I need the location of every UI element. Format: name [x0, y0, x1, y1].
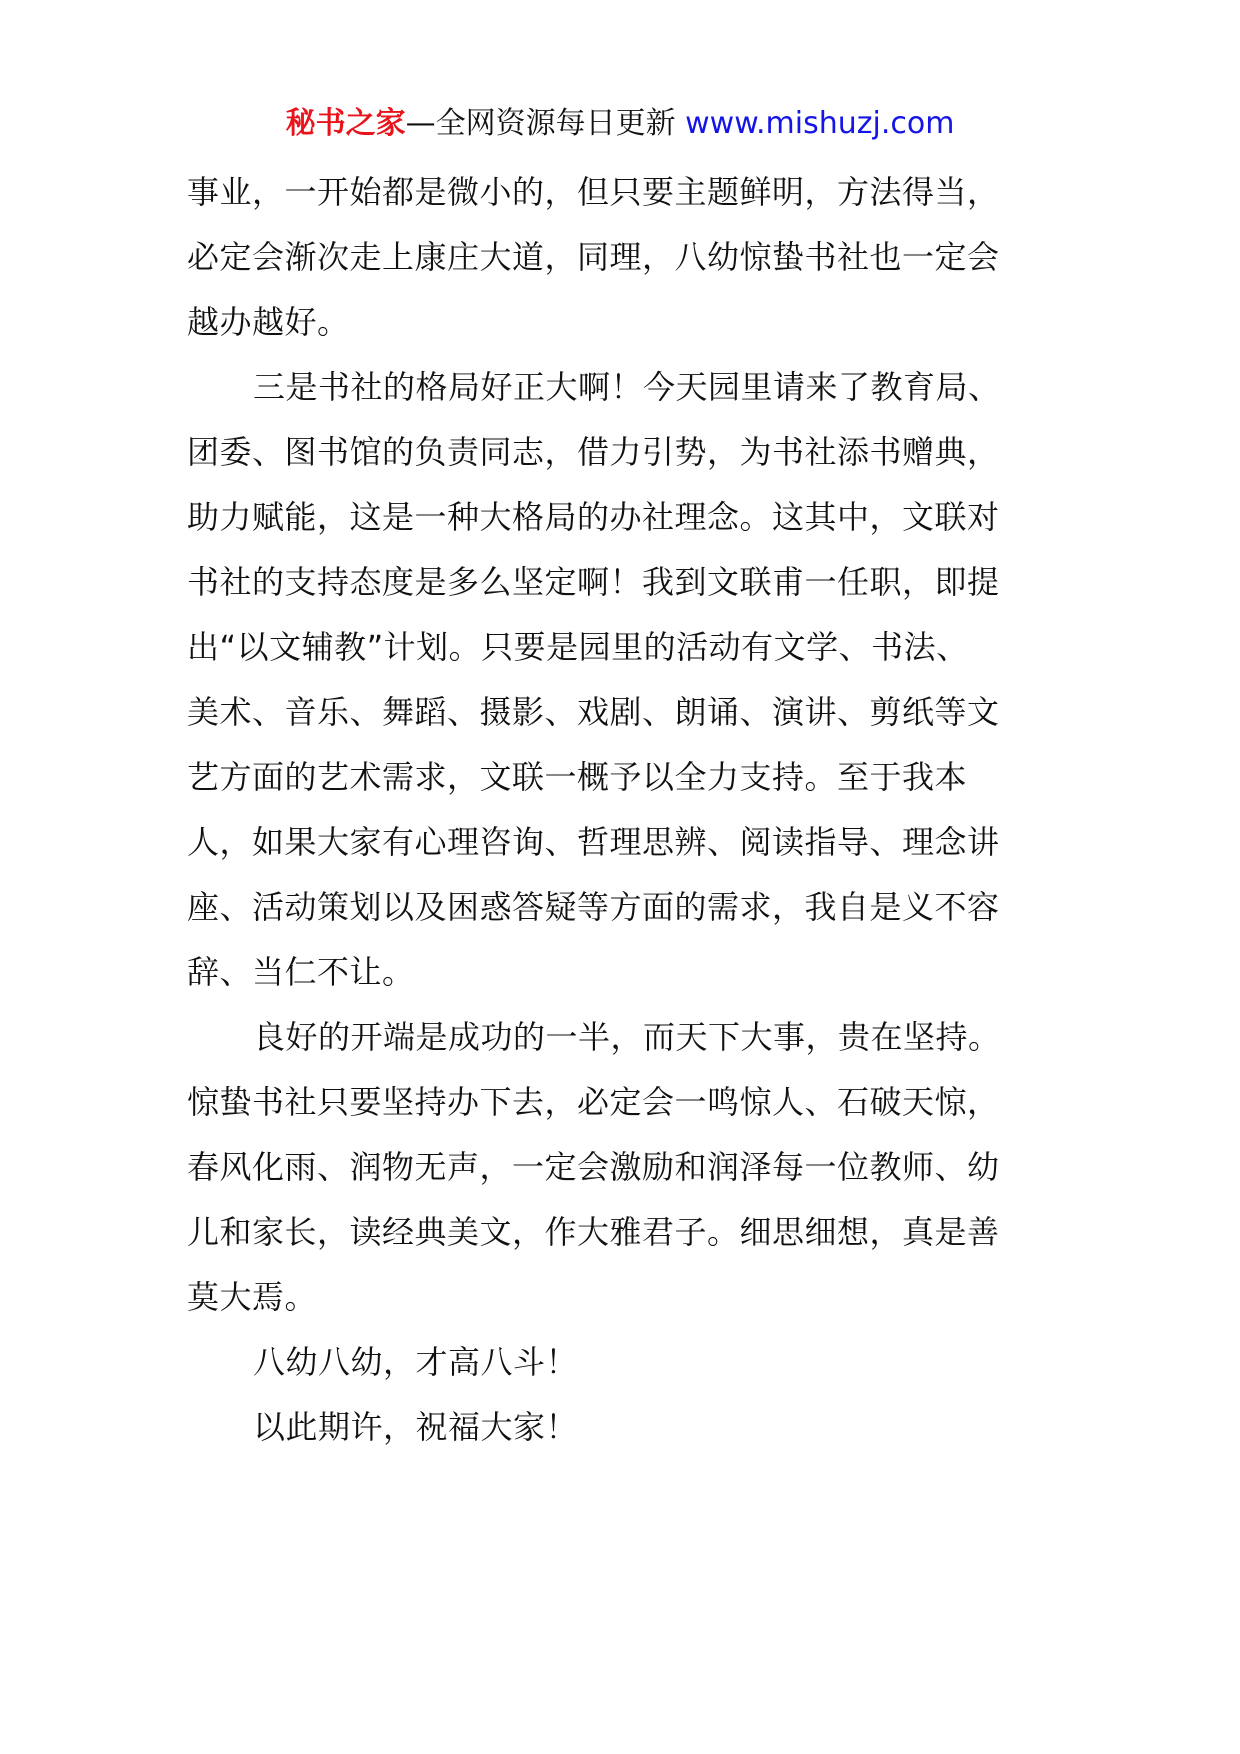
text-line: 儿和家长，读经典美文，作大雅君子。细思细想，真是善	[187, 1213, 1000, 1251]
text-line: 人，如果大家有心理咨询、哲理思辨、阅读指导、理念讲	[187, 823, 1000, 861]
text-line: 美术、音乐、舞蹈、摄影、戏剧、朗诵、演讲、剪纸等文	[187, 693, 1000, 731]
paragraph-start-line: 良好的开端是成功的一半，而天下大事，贵在坚持。	[253, 1018, 1001, 1056]
text-line: 莫大焉。	[187, 1278, 318, 1316]
site-url-link[interactable]: www.mishuzj.com	[685, 106, 955, 141]
brand-name: 秘书之家	[285, 106, 406, 141]
paragraph-start-line: 三是书社的格局好正大啊！今天园里请来了教育局、	[253, 368, 1001, 406]
text-line: 事业，一开始都是微小的，但只要主题鲜明，方法得当，	[187, 173, 1000, 211]
paragraph-start-line: 八幼八幼，才高八斗！	[253, 1343, 579, 1381]
header-tagline: —全网资源每日更新	[405, 106, 686, 141]
paragraph-start-line: 以此期许，祝福大家！	[253, 1408, 579, 1446]
text-line: 团委、图书馆的负责同志，借力引势，为书社添书赠典，	[187, 433, 1000, 471]
text-line: 艺方面的艺术需求，文联一概予以全力支持。至于我本	[187, 758, 968, 796]
text-line: 助力赋能，这是一种大格局的办社理念。这其中，文联对	[187, 498, 1000, 536]
text-line: 辞、当仁不让。	[187, 953, 415, 991]
text-line: 必定会渐次走上康庄大道，同理，八幼惊蛰书社也一定会	[187, 238, 1000, 276]
site-header	[0, 100, 1240, 148]
text-line: 出“以文辅教”计划。只要是园里的活动有文学、书法、	[187, 628, 969, 666]
text-line: 书社的支持态度是多么坚定啊！我到文联甫一任职，即提	[187, 563, 1000, 601]
text-line: 惊蛰书社只要坚持办下去，必定会一鸣惊人、石破天惊，	[187, 1083, 1000, 1121]
text-line: 座、活动策划以及困惑答疑等方面的需求，我自是义不容	[187, 888, 1000, 926]
text-line: 越办越好。	[187, 303, 350, 341]
body-text	[187, 160, 1053, 1460]
text-line: 春风化雨、润物无声，一定会激励和润泽每一位教师、幼	[187, 1148, 1000, 1186]
